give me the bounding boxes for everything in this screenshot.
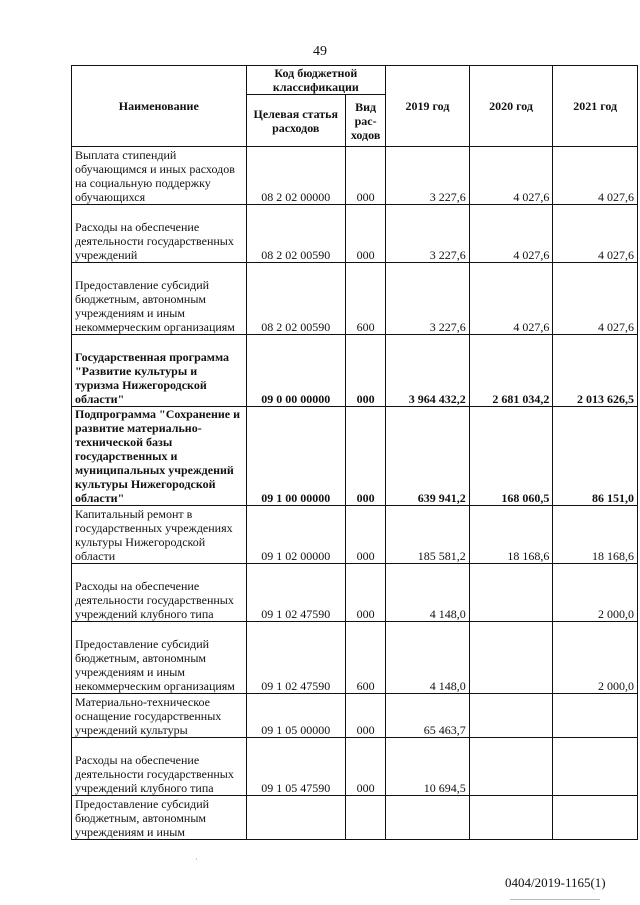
row-value-2019: 10 694,5 [386, 738, 470, 796]
table-row [72, 738, 638, 796]
scan-line [510, 899, 600, 900]
row-value-2020: 4 027,6 [469, 147, 553, 205]
row-expense-type: 600 [345, 622, 385, 694]
row-target-article [246, 796, 345, 840]
table-row [72, 407, 638, 506]
row-name: Расходы на обеспечение деятельности государственных учреждений клубного типа [72, 738, 247, 796]
row-name: Подпрограмма "Сохранение и развитие материально-технической базы государственных и муниципальных учреждений культуры Нижегородской области" [72, 407, 247, 506]
row-value-2019: 4 148,0 [386, 622, 470, 694]
row-value-2021 [553, 694, 638, 738]
row-value-2021: 4 027,6 [553, 205, 638, 263]
row-value-2020 [469, 564, 553, 622]
page-number: 49 [313, 44, 327, 59]
table-body [72, 147, 638, 840]
row-name: Предоставление субсидий бюджетным, автономным учреждениям и иным [72, 796, 247, 840]
table-row [72, 564, 638, 622]
row-value-2021 [553, 738, 638, 796]
table-row [72, 622, 638, 694]
header-target-article: Целевая статья расходов [246, 95, 345, 147]
row-name: Выплата стипендий обучающимся и иных расходов на социальную поддержку обучающихся [72, 147, 247, 205]
row-target-article: 09 1 05 47590 [246, 738, 345, 796]
row-expense-type: 000 [345, 407, 385, 506]
scan-mark: · [195, 855, 198, 864]
header-2021: 2021 год [553, 66, 638, 147]
row-target-article: 09 0 00 00000 [246, 335, 345, 407]
row-value-2020 [469, 738, 553, 796]
row-value-2021: 2 000,0 [553, 564, 638, 622]
row-value-2021: 4 027,6 [553, 147, 638, 205]
row-name: Материально-техническое оснащение государственных учреждений культуры [72, 694, 247, 738]
row-expense-type: 000 [345, 564, 385, 622]
row-value-2020 [469, 694, 553, 738]
row-target-article: 08 2 02 00590 [246, 263, 345, 335]
table-row [72, 335, 638, 407]
row-expense-type: 600 [345, 263, 385, 335]
row-value-2019: 639 941,2 [386, 407, 470, 506]
table-row [72, 263, 638, 335]
table-row [72, 506, 638, 564]
row-value-2021: 86 151,0 [553, 407, 638, 506]
row-value-2019: 3 227,6 [386, 263, 470, 335]
row-value-2019: 3 964 432,2 [386, 335, 470, 407]
header-name: Наименование [72, 66, 247, 147]
table-row [72, 694, 638, 738]
header-expense-type: Вид рас-ходов [345, 95, 385, 147]
row-name: Капитальный ремонт в государственных учреждениях культуры Нижегородской области [72, 506, 247, 564]
header-code-group: Код бюджетной классификации [246, 66, 386, 95]
row-value-2021 [553, 796, 638, 840]
row-target-article: 09 1 02 00000 [246, 506, 345, 564]
row-value-2019: 3 227,6 [386, 147, 470, 205]
table-row [72, 147, 638, 205]
row-value-2020: 2 681 034,2 [469, 335, 553, 407]
row-value-2021: 4 027,6 [553, 263, 638, 335]
table-row [72, 205, 638, 263]
row-expense-type: 000 [345, 335, 385, 407]
row-value-2019: 3 227,6 [386, 205, 470, 263]
budget-table [71, 65, 638, 840]
row-value-2020: 4 027,6 [469, 205, 553, 263]
row-value-2021: 2 000,0 [553, 622, 638, 694]
row-expense-type: 000 [345, 147, 385, 205]
row-target-article: 09 1 00 00000 [246, 407, 345, 506]
document-code: 0404/2019-1165(1) [505, 875, 606, 890]
row-name: Расходы на обеспечение деятельности государственных учреждений [72, 205, 247, 263]
row-value-2021: 18 168,6 [553, 506, 638, 564]
table-row [72, 796, 638, 840]
row-name: Расходы на обеспечение деятельности государственных учреждений клубного типа [72, 564, 247, 622]
row-expense-type: 000 [345, 506, 385, 564]
row-value-2019: 185 581,2 [386, 506, 470, 564]
row-value-2019: 65 463,7 [386, 694, 470, 738]
row-value-2020 [469, 622, 553, 694]
row-value-2020: 4 027,6 [469, 263, 553, 335]
row-name: Государственная программа "Развитие культуры и туризма Нижегородской области" [72, 335, 247, 407]
row-expense-type: 000 [345, 738, 385, 796]
row-target-article: 09 1 02 47590 [246, 564, 345, 622]
row-value-2020: 168 060,5 [469, 407, 553, 506]
row-value-2021: 2 013 626,5 [553, 335, 638, 407]
row-expense-type: 000 [345, 205, 385, 263]
header-2020: 2020 год [469, 66, 553, 147]
header-2019: 2019 год [386, 66, 470, 147]
row-value-2019 [386, 796, 470, 840]
row-name: Предоставление субсидий бюджетным, автономным учреждениям и иным некоммерческим организациям [72, 263, 247, 335]
row-target-article: 09 1 02 47590 [246, 622, 345, 694]
row-target-article: 08 2 02 00590 [246, 205, 345, 263]
row-name: Предоставление субсидий бюджетным, автономным учреждениям и иным некоммерческим организациям [72, 622, 247, 694]
row-value-2020 [469, 796, 553, 840]
row-expense-type [345, 796, 385, 840]
row-value-2019: 4 148,0 [386, 564, 470, 622]
row-target-article: 08 2 02 00000 [246, 147, 345, 205]
row-expense-type: 000 [345, 694, 385, 738]
row-target-article: 09 1 05 00000 [246, 694, 345, 738]
row-value-2020: 18 168,6 [469, 506, 553, 564]
